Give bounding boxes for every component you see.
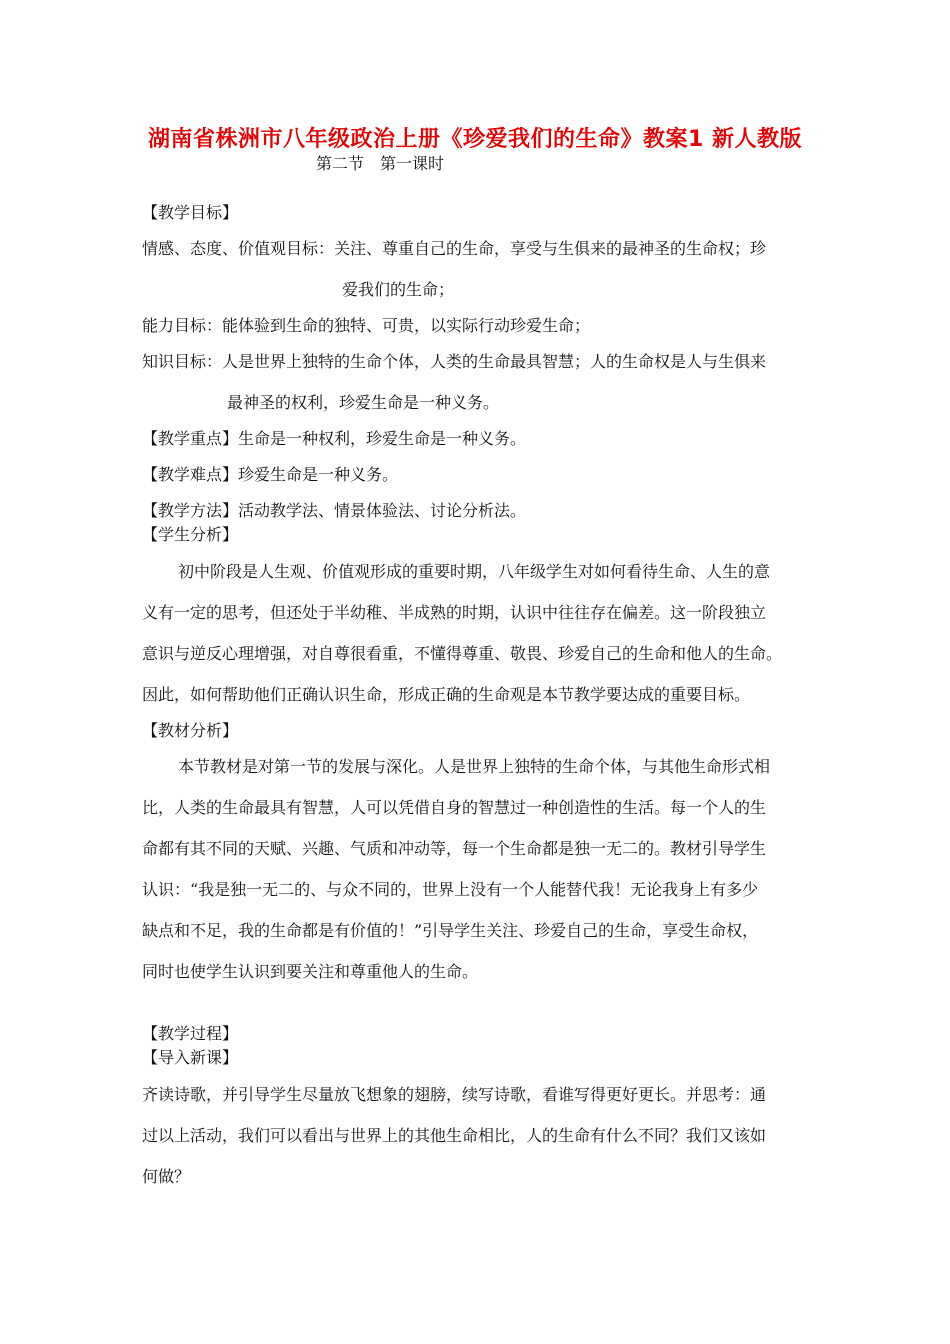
textbook-analysis-heading: 【教材分析】: [142, 721, 239, 740]
goal-emotion-line-1: 情感、态度、价值观目标：关注、尊重自己的生命，享受与生俱来的最神圣的生命权；珍: [142, 239, 767, 258]
intro-line-2: 过以上活动，我们可以看出与世界上的其他生命相比，人的生命有什么不同？我们又该如: [142, 1126, 767, 1145]
textbook-analysis-line-3: 命都有其不同的天赋、兴趣、气质和冲动等，每一个生命都是独一无二的。教材引导学生: [142, 839, 767, 858]
goal-knowledge-line-1: 知识目标：人是世界上独特的生命个体，人类的生命最具智慧；人的生命权是人与生俱来: [142, 352, 767, 371]
textbook-analysis-line-6: 同时也使学生认识到要关注和尊重他人的生命。: [142, 962, 479, 981]
page-subtitle: 第二节 第一课时: [316, 154, 445, 173]
textbook-analysis-line-5: 缺点和不足，我的生命都是有价值的！”引导学生关注、珍爱自己的生命，享受生命权，: [142, 921, 759, 940]
intro-heading: 【导入新课】: [142, 1048, 239, 1067]
student-analysis-line-3: 意识与逆反心理增强，对自尊很看重，不懂得尊重、敬畏、珍爱自己的生命和他人的生命。: [142, 644, 783, 663]
student-analysis-line-2: 义有一定的思考，但还处于半幼稚、半成熟的时期，认识中往往存在偏差。这一阶段独立: [142, 603, 767, 622]
goal-ability: 能力目标：能体验到生命的独特、可贵，以实际行动珍爱生命；: [142, 316, 591, 335]
student-analysis-line-1: 初中阶段是人生观、价值观形成的重要时期，八年级学生对如何看待生命、人生的意: [178, 562, 771, 581]
goal-knowledge-line-2: 最神圣的权利，珍爱生命是一种义务。: [227, 393, 500, 412]
process-heading: 【教学过程】: [142, 1024, 239, 1043]
student-analysis-heading: 【学生分析】: [142, 525, 239, 544]
difficult-point: 【教学难点】珍爱生命是一种义务。: [142, 465, 399, 484]
goal-emotion-line-2: 爱我们的生命；: [342, 280, 455, 299]
intro-line-3: 何做？: [142, 1167, 191, 1186]
teaching-goals-heading: 【教学目标】: [142, 203, 239, 222]
page-title: 湖南省株洲市八年级政治上册《珍爱我们的生命》教案1 新人教版: [148, 127, 802, 152]
student-analysis-line-4: 因此，如何帮助他们正确认识生命，形成正确的生命观是本节教学要达成的重要目标。: [142, 685, 751, 704]
intro-line-1: 齐读诗歌，并引导学生尽量放飞想象的翅膀，续写诗歌，看谁写得更好更长。并思考：通: [142, 1085, 767, 1104]
textbook-analysis-line-2: 比，人类的生命最具有智慧，人可以凭借自身的智慧过一种创造性的生活。每一个人的生: [142, 798, 767, 817]
textbook-analysis-line-1: 本节教材是对第一节的发展与深化。人是世界上独特的生命个体，与其他生命形式相: [178, 757, 771, 776]
textbook-analysis-line-4: 认识：“我是独一无二的、与众不同的，世界上没有一个人能替代我！无论我身上有多少: [142, 880, 759, 899]
teaching-method: 【教学方法】活动教学法、情景体验法、讨论分析法。: [142, 501, 527, 520]
key-point: 【教学重点】生命是一种权利，珍爱生命是一种义务。: [142, 429, 527, 448]
